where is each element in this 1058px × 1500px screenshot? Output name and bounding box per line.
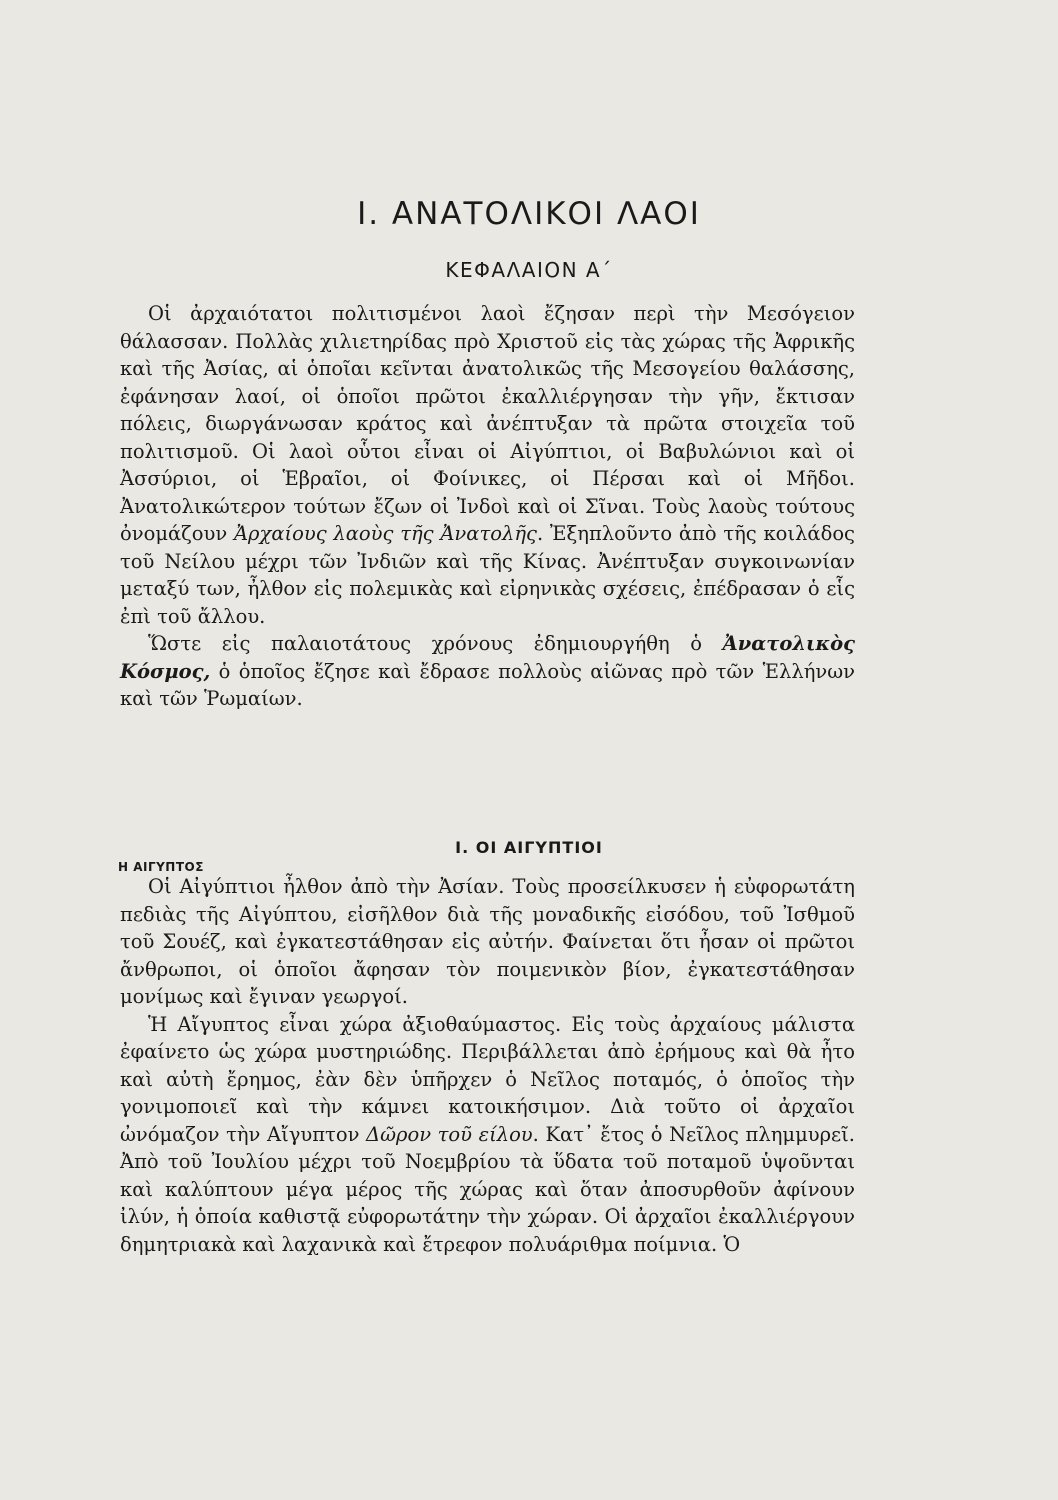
intro-paragraph-2	[120, 630, 855, 713]
intro-p2-text-a: Ὥστε εἰς παλαιοτάτους χρόνους ἐδημιουργήθη ὁ	[148, 632, 723, 655]
egypt-text	[120, 873, 855, 1258]
egypt-p2-emphasis: Δῶρον τοῦ είλου	[366, 1122, 533, 1146]
chapter-title: ΚΕΦΑΛΑΙΟΝ Α΄	[445, 258, 613, 282]
intro-p2-text-b: ὁ ὁποῖος ἔζησε καὶ ἔδρασε πολλοὺς αἰῶνας πρὸ τῶν Ἑλλήνων καὶ τῶν Ῥωμαίων.	[120, 659, 855, 710]
intro-p1-text-a: Οἱ ἀρχαιότατοι πολιτισμένοι λαοὶ ἔζησαν περὶ τὴν Μεσόγειον θάλασσαν. Πολλὰς χιλιετηρίδας πρὸ Χριστοῦ εἰς τὰς χώρας τῆς Ἀφρικῆς καὶ τῆς Ἀσίας, αἱ ὁποῖαι κεῖνται ἀνατολικῶς τῆς Μεσογείου θαλάσσης, ἐφάνησαν λαοί, οἱ ὁποῖοι πρῶτοι ἐκαλλιέργησαν τὴν γῆν, ἔκτισαν πόλεις, διωργάνωσαν κράτος καὶ ἀνέπτυξαν τὰ πρῶτα στοιχεῖα τοῦ πολιτισμοῦ. Οἱ λαοὶ οὗτοι εἶναι οἱ Αἰγύπτιοι, οἱ Βαβυλώνιοι καὶ οἱ Ἀσσύριοι, οἱ Ἑβραῖοι, οἱ Φοίνικες, οἱ Πέρσαι καὶ οἱ Μῆδοι. Ἀνατολικώτερον τούτων ἔζων οἱ Ἰνδοὶ καὶ οἱ Σῖναι. Τοὺς λαοὺς τούτους ὀνομάζουν	[120, 302, 855, 545]
intro-paragraph-1	[120, 300, 855, 630]
section-title: I. ΟΙ ΑΙΓΥΠΤΙΟΙ	[455, 838, 603, 857]
intro-p1-text-b: . Ἐξηπλοῦντο ἀπὸ τῆς κοιλάδος τοῦ Νείλου μέχρι τῶν Ἰνδιῶν καὶ τῆς Κίνας. Ἀνέπτυξαν συγκοινωνίαν μεταξύ των, ἦλθον εἰς πολεμικὰς καὶ εἰρηνικὰς σχέσεις, ἐπέδρασαν ὁ εἷς ἐπὶ τοῦ ἄλλου.	[120, 522, 855, 628]
intro-text	[120, 300, 855, 713]
egypt-p2-text-b: . Κατ᾿ ἔτος ὁ Νεῖλος πλημμυρεῖ. Ἀπὸ τοῦ Ἰουλίου μέχρι τοῦ Νοεμβρίου τὰ ὕδατα τοῦ ποταμοῦ ὑψοῦνται καὶ καλύπτουν μέγα μέρος τῆς χώρας καὶ ὅταν ἀποσυρθοῦν ἀφίνουν ἰλύν, ἡ ὁποία καθιστᾷ εὐφορωτάτην τὴν χώραν. Οἱ ἀρχαῖοι ἐκαλλιέργουν δημητριακὰ καὶ λαχανικὰ καὶ ἔτρεφον πολυάριθμα ποίμνια. Ὁ	[120, 1122, 856, 1256]
intro-p2-strong: Ἀνατολικὸς Κόσμος,	[120, 632, 855, 683]
egypt-paragraph-2	[120, 1011, 855, 1259]
side-heading: Η ΑΙΓΥΠΤΟΣ	[118, 860, 204, 874]
egypt-paragraph-1: Οἱ Αἰγύπτιοι ἦλθον ἀπὸ τὴν Ἀσίαν. Τοὺς προσείλκυσεν ἡ εὐφορωτάτη πεδιὰς τῆς Αἰγύπτου, εἰσῆλθον διὰ τῆς μοναδικῆς εἰσόδου, τοῦ Ἰσθμοῦ τοῦ Σουέζ, καὶ ἐγκατεστάθησαν εἰς αὐτήν. Φαίνεται ὅτι ἦσαν οἱ πρῶτοι ἄνθρωποι, οἱ ὁποῖοι ἄφησαν τὸν ποιμενικὸν βίον, ἐγκατεστάθησαν μονίμως καὶ ἔγιναν γεωργοί.	[120, 875, 855, 1008]
egypt-p2-text-a: Ἡ Αἴγυπτος εἶναι χώρα ἀξιοθαύμαστος. Εἰς τοὺς ἀρχαίους μάλιστα ἐφαίνετο ὡς χώρα μυστηριώδης. Περιβάλλεται ἀπὸ ἐρήμους καὶ θὰ ἦτο καὶ αὐτὴ ἔρημος, ἐὰν δὲν ὑπῆρχεν ὁ Νεῖλος ποταμός, ὁ ὁποῖος τὴν γονιμοποιεῖ καὶ τὴν κάμνει κατοικήσιμον. Διὰ τοῦτο οἱ ἀρχαῖοι ὠνόμαζον τὴν Αἴγυπτον	[120, 1012, 855, 1146]
part-title: I. ΑΝΑΤΟΛΙΚΟΙ ΛΑΟΙ	[357, 196, 701, 232]
intro-p1-emphasis: Ἀρχαίους λαοὺς τῆς Ἀνατολῆς	[233, 522, 537, 545]
